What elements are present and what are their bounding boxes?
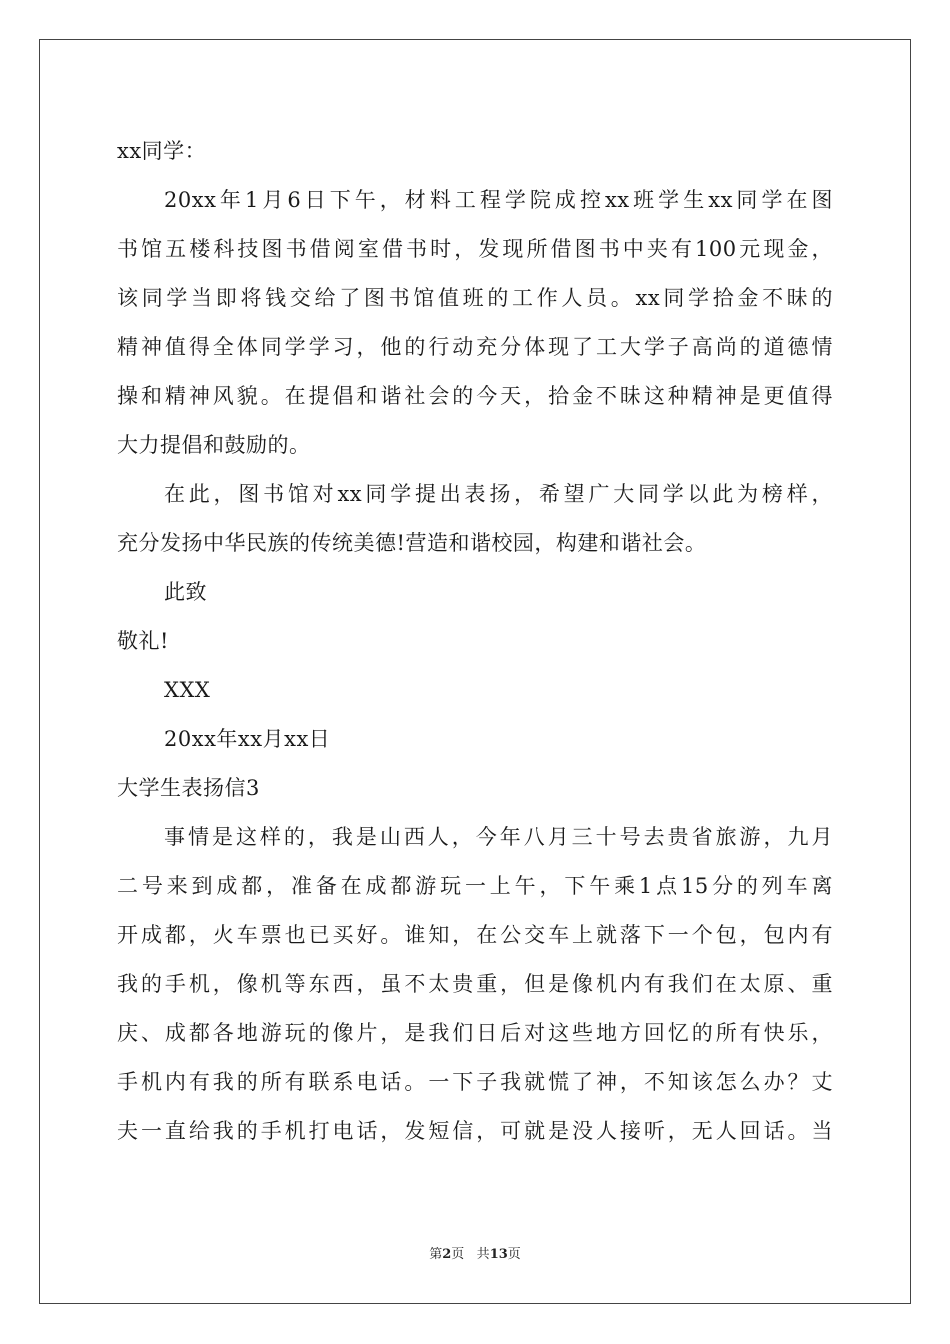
regards: 敬礼!: [117, 629, 169, 653]
footer-total-prefix: 共: [476, 1247, 490, 1262]
page-border: [39, 39, 911, 1304]
paragraph-1-line-1: 20xx年1月6日下午，材料工程学院成控xx班学生xx同学在图: [164, 188, 833, 212]
paragraph-1-line-2: 书馆五楼科技图书借阅室借书时，发现所借图书中夹有100元现金，: [117, 237, 833, 261]
paragraph-3-line-3: 开成都，火车票也已买好。谁知，在公交车上就落下一个包，包内有: [117, 923, 833, 947]
paragraph-1-line-5: 操和精神风貌。在提倡和谐社会的今天，拾金不昧这种精神是更值得: [117, 384, 833, 408]
paragraph-2-line-1: 在此，图书馆对xx同学提出表扬，希望广大同学以此为榜样，: [164, 482, 833, 506]
date: 20xx年xx月xx日: [164, 727, 331, 751]
paragraph-3-line-5: 庆、成都各地游玩的像片，是我们日后对这些地方回忆的所有快乐，: [117, 1021, 833, 1045]
paragraph-3-line-4: 我的手机，像机等东西，虽不太贵重，但是像机内有我们在太原、重: [117, 972, 833, 996]
footer-page-suffix: 页: [451, 1247, 465, 1262]
paragraph-1-line-3: 该同学当即将钱交给了图书馆值班的工作人员。xx同学拾金不昧的: [117, 286, 833, 310]
paragraph-2-line-2: 充分发扬中华民族的传统美德!营造和谐校园，构建和谐社会。: [117, 531, 707, 555]
paragraph-3-line-6: 手机内有我的所有联系电话。一下子我就慌了神，不知该怎么办？丈: [117, 1070, 833, 1094]
salutation: xx同学：: [117, 139, 207, 163]
section-heading: 大学生表扬信3: [117, 776, 260, 800]
page-footer: [0, 1246, 950, 1264]
footer-prefix: 第: [429, 1247, 443, 1262]
signature: XXX: [164, 678, 211, 702]
current-page-number: 2: [442, 1247, 452, 1262]
total-pages-number: 13: [489, 1247, 508, 1262]
paragraph-3-line-2: 二号来到成都，准备在成都游玩一上午，下午乘1点15分的列车离: [117, 874, 833, 898]
paragraph-3-line-1: 事情是这样的，我是山西人，今年八月三十号去贵省旅游，九月: [164, 825, 833, 849]
footer-total-suffix: 页: [507, 1247, 521, 1262]
closing-phrase: 此致: [164, 580, 207, 604]
paragraph-3-line-7: 夫一直给我的手机打电话，发短信，可就是没人接听，无人回话。当: [117, 1119, 833, 1143]
paragraph-1-line-6: 大力提倡和鼓励的。: [117, 433, 311, 457]
paragraph-1-line-4: 精神值得全体同学学习，他的行动充分体现了工大学子高尚的道德情: [117, 335, 833, 359]
